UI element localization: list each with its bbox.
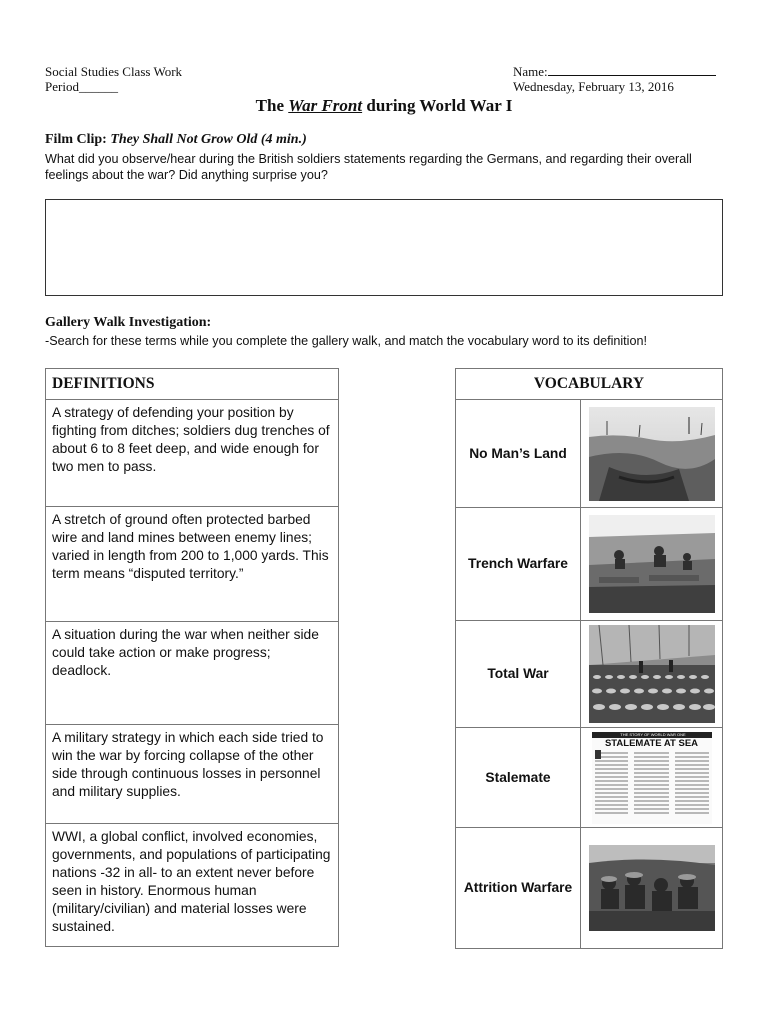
name-blank[interactable] bbox=[548, 64, 716, 76]
course-label: Social Studies Class Work bbox=[45, 64, 183, 79]
trench-photo bbox=[589, 515, 715, 613]
soldiers-photo bbox=[589, 845, 715, 931]
definition-cell: A military strategy in which each side tried to win the war by forcing collapse of the other side through continuous losses in personnel and military supplies. bbox=[46, 725, 339, 824]
definitions-table bbox=[45, 368, 339, 947]
film-title: They Shall Not Grow Old (4 min.) bbox=[110, 132, 307, 147]
vocab-term-no-mans-land[interactable]: No Man’s Land bbox=[456, 400, 581, 508]
definition-cell: A strategy of defending your position by fighting from ditches; soldiers dug trenches of about 6 to 8 feet deep, and wide enough for two men to pass. bbox=[46, 400, 339, 507]
photo-cell bbox=[581, 508, 723, 621]
film-clip-heading: Film Clip: They Shall Not Grow Old (4 min.) bbox=[45, 132, 307, 147]
vocab-term-stalemate[interactable]: Stalemate bbox=[456, 728, 581, 828]
vocab-term-total-war[interactable]: Total War bbox=[456, 621, 581, 728]
vocab-term-attrition-warfare[interactable]: Attrition Warfare bbox=[456, 828, 581, 949]
battlefield-photo bbox=[589, 407, 715, 501]
definition-cell: WWI, a global conflict, involved economies, governments, and populations of participating nations -32 in all- to an extent never before seen in history. Enormous human (military/civilian) and material losses were sustained. bbox=[46, 824, 339, 947]
vocabulary-table bbox=[455, 368, 723, 949]
name-label: Name: bbox=[513, 64, 548, 79]
photo-cell bbox=[581, 728, 723, 828]
name-field[interactable] bbox=[513, 64, 716, 79]
page-title: The War Front during World War I bbox=[255, 96, 513, 115]
factory-shells-photo bbox=[589, 625, 715, 723]
vocab-term-trench-warfare[interactable]: Trench Warfare bbox=[456, 508, 581, 621]
newspaper-headline: STALEMATE AT SEA bbox=[604, 737, 699, 749]
vocabulary-header: VOCABULARY bbox=[456, 369, 723, 400]
period-field[interactable]: Period______ bbox=[45, 79, 118, 94]
newspaper-columns bbox=[592, 750, 712, 822]
photo-cell bbox=[581, 621, 723, 728]
photo-cell bbox=[581, 400, 723, 508]
definitions-header: DEFINITIONS bbox=[46, 369, 339, 400]
definition-cell: A stretch of ground often protected barbed wire and land mines between enemy lines; varied in length from 200 to 1,000 yards. This term means “disputed territory.” bbox=[46, 507, 339, 622]
gallery-walk-instructions: -Search for these terms while you complete the gallery walk, and match the vocabulary word to its definition! bbox=[45, 334, 647, 348]
definition-cell: A situation during the war when neither side could take action or make progress; deadlock. bbox=[46, 622, 339, 725]
date-label: Wednesday, February 13, 2016 bbox=[513, 79, 674, 94]
answer-box[interactable] bbox=[45, 199, 723, 296]
newspaper-clipping bbox=[592, 732, 712, 824]
film-clip-question: What did you observe/hear during the British soldiers statements regarding the Germans, and regarding their overall feelings about the war? Did anything surprise you? bbox=[45, 152, 692, 182]
photo-cell bbox=[581, 828, 723, 949]
gallery-walk-heading: Gallery Walk Investigation: bbox=[45, 315, 212, 330]
newspaper-masthead: THE STORY OF WORLD WAR ONE bbox=[592, 732, 712, 738]
